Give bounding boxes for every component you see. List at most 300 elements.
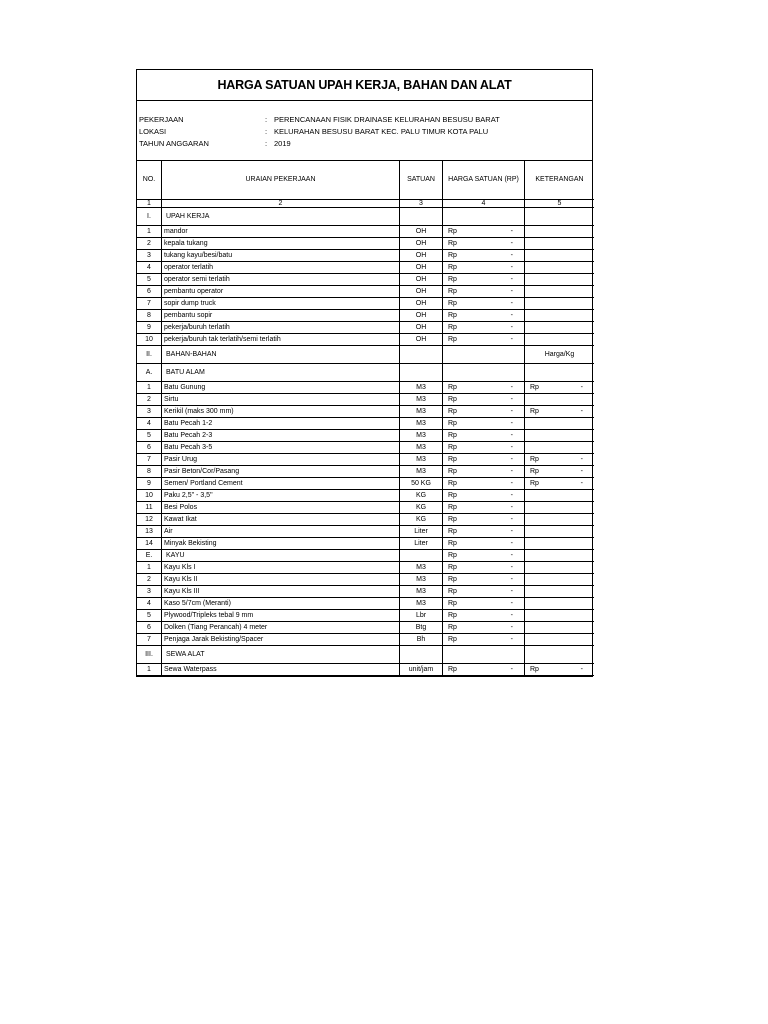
row-harga bbox=[443, 502, 525, 514]
row-harga bbox=[443, 634, 525, 646]
row-number: 8 bbox=[137, 466, 162, 478]
table-row bbox=[137, 478, 594, 490]
header-desc: URAIAN PEKERJAAN bbox=[162, 161, 400, 200]
row-satuan: M3 bbox=[400, 406, 443, 418]
row-number: 9 bbox=[137, 322, 162, 334]
table-row bbox=[137, 574, 594, 586]
row-number: 2 bbox=[137, 394, 162, 406]
price-value: - bbox=[510, 468, 513, 475]
price-value: - bbox=[510, 552, 513, 559]
row-satuan: M3 bbox=[400, 418, 443, 430]
row-keterangan bbox=[525, 238, 595, 250]
row-harga bbox=[443, 262, 525, 274]
row-description: Batu Pecah 2-3 bbox=[162, 430, 400, 442]
price-value: - bbox=[510, 456, 513, 463]
row-harga bbox=[443, 226, 525, 238]
currency-label: Rp bbox=[448, 504, 457, 511]
row-harga bbox=[443, 478, 525, 490]
row-keterangan bbox=[525, 274, 595, 286]
row-satuan: OH bbox=[400, 322, 443, 334]
row-keterangan bbox=[525, 310, 595, 322]
currency-label: Rp bbox=[448, 528, 457, 535]
row-harga bbox=[443, 418, 525, 430]
row-number: 4 bbox=[137, 598, 162, 610]
section-satuan bbox=[400, 646, 443, 664]
price-value: - bbox=[510, 600, 513, 607]
table-row bbox=[137, 526, 594, 538]
row-description: Kayu Kls II bbox=[162, 574, 400, 586]
header-no: NO. bbox=[137, 161, 162, 200]
row-number: 3 bbox=[137, 406, 162, 418]
row-number: 10 bbox=[137, 334, 162, 346]
row-description: pembantu sopir bbox=[162, 310, 400, 322]
table-row bbox=[137, 664, 594, 676]
table-row bbox=[137, 514, 594, 526]
price-value: - bbox=[510, 624, 513, 631]
info-row-lokasi bbox=[139, 126, 488, 137]
row-harga bbox=[443, 598, 525, 610]
currency-label: Rp bbox=[448, 264, 457, 271]
row-keterangan bbox=[525, 562, 595, 574]
info-label: TAHUN ANGGARAN bbox=[139, 139, 209, 148]
currency-label: Rp bbox=[448, 612, 457, 619]
price-value: - bbox=[580, 456, 583, 463]
row-satuan: M3 bbox=[400, 562, 443, 574]
price-value: - bbox=[510, 666, 513, 673]
price-value: - bbox=[510, 336, 513, 343]
row-keterangan bbox=[525, 430, 595, 442]
table-row bbox=[137, 394, 594, 406]
price-value: - bbox=[510, 540, 513, 547]
row-number: 4 bbox=[137, 262, 162, 274]
section-keterangan: Harga/Kg bbox=[525, 346, 595, 364]
row-satuan: M3 bbox=[400, 466, 443, 478]
price-value: - bbox=[510, 228, 513, 235]
row-description: Dolken (Tiang Perancah) 4 meter bbox=[162, 622, 400, 634]
row-satuan: KG bbox=[400, 490, 443, 502]
info-colon: : bbox=[265, 115, 268, 124]
row-number: 9 bbox=[137, 478, 162, 490]
row-description: Kawat Ikat bbox=[162, 514, 400, 526]
row-satuan: M3 bbox=[400, 586, 443, 598]
table-header bbox=[137, 161, 594, 200]
col-number: 4 bbox=[443, 200, 525, 208]
currency-label: Rp bbox=[448, 300, 457, 307]
row-satuan: OH bbox=[400, 226, 443, 238]
currency-label: Rp bbox=[448, 588, 457, 595]
row-number: 14 bbox=[137, 538, 162, 550]
price-value: - bbox=[510, 420, 513, 427]
currency-label: Rp bbox=[448, 444, 457, 451]
section-satuan bbox=[400, 550, 443, 562]
price-value: - bbox=[510, 384, 513, 391]
row-keterangan bbox=[525, 382, 595, 394]
currency-label: Rp bbox=[448, 552, 457, 559]
section-title: BATU ALAM bbox=[162, 364, 400, 382]
price-value: - bbox=[510, 324, 513, 331]
table-row bbox=[137, 238, 594, 250]
price-value: - bbox=[510, 516, 513, 523]
row-number: 5 bbox=[137, 430, 162, 442]
row-satuan: 50 KG bbox=[400, 478, 443, 490]
row-keterangan bbox=[525, 634, 595, 646]
row-harga bbox=[443, 586, 525, 598]
row-keterangan bbox=[525, 454, 595, 466]
price-value: - bbox=[510, 276, 513, 283]
info-colon: : bbox=[265, 139, 268, 148]
currency-label: Rp bbox=[448, 624, 457, 631]
price-value: - bbox=[510, 264, 513, 271]
price-value: - bbox=[580, 480, 583, 487]
row-keterangan bbox=[525, 442, 595, 454]
row-harga bbox=[443, 430, 525, 442]
row-number: 1 bbox=[137, 382, 162, 394]
price-value: - bbox=[510, 444, 513, 451]
section-harga bbox=[443, 346, 525, 364]
row-number: 12 bbox=[137, 514, 162, 526]
price-value: - bbox=[580, 468, 583, 475]
section-row bbox=[137, 646, 594, 664]
col-number: 3 bbox=[400, 200, 443, 208]
price-value: - bbox=[510, 300, 513, 307]
table-row bbox=[137, 502, 594, 514]
row-keterangan bbox=[525, 250, 595, 262]
currency-label: Rp bbox=[448, 564, 457, 571]
row-number: 7 bbox=[137, 634, 162, 646]
table-row bbox=[137, 634, 594, 646]
table-row bbox=[137, 406, 594, 418]
info-value: 2019 bbox=[274, 139, 291, 148]
table-row bbox=[137, 274, 594, 286]
row-keterangan bbox=[525, 514, 595, 526]
row-number: 6 bbox=[137, 286, 162, 298]
section-satuan bbox=[400, 364, 443, 382]
row-description: mandor bbox=[162, 226, 400, 238]
row-description: Plywood/Tripleks tebal 9 mm bbox=[162, 610, 400, 622]
section-satuan bbox=[400, 208, 443, 226]
row-number: 1 bbox=[137, 664, 162, 676]
row-description: Pasir Beton/Cor/Pasang bbox=[162, 466, 400, 478]
row-keterangan bbox=[525, 394, 595, 406]
row-satuan: M3 bbox=[400, 574, 443, 586]
row-harga bbox=[443, 454, 525, 466]
currency-label: Rp bbox=[530, 468, 539, 475]
table-row bbox=[137, 250, 594, 262]
row-satuan: OH bbox=[400, 310, 443, 322]
row-harga bbox=[443, 442, 525, 454]
price-value: - bbox=[510, 288, 513, 295]
row-keterangan bbox=[525, 418, 595, 430]
table-row bbox=[137, 430, 594, 442]
currency-label: Rp bbox=[530, 384, 539, 391]
section-title: BAHAN-BAHAN bbox=[162, 346, 400, 364]
price-value: - bbox=[510, 528, 513, 535]
row-satuan: M3 bbox=[400, 382, 443, 394]
info-value: KELURAHAN BESUSU BARAT KEC. PALU TIMUR KOTA PALU bbox=[274, 127, 489, 136]
row-harga bbox=[443, 490, 525, 502]
row-number: 8 bbox=[137, 310, 162, 322]
row-satuan: unit/jam bbox=[400, 664, 443, 676]
row-description: Kayu Kls III bbox=[162, 586, 400, 598]
info-label: LOKASI bbox=[139, 127, 167, 136]
row-number: 6 bbox=[137, 622, 162, 634]
price-sheet bbox=[136, 69, 593, 677]
row-satuan: M3 bbox=[400, 430, 443, 442]
row-harga bbox=[443, 334, 525, 346]
currency-label: Rp bbox=[448, 456, 457, 463]
row-keterangan bbox=[525, 490, 595, 502]
row-number: 2 bbox=[137, 574, 162, 586]
row-description: Batu Pecah 1-2 bbox=[162, 418, 400, 430]
row-harga bbox=[443, 538, 525, 550]
currency-label: Rp bbox=[448, 600, 457, 607]
row-satuan: OH bbox=[400, 262, 443, 274]
currency-label: Rp bbox=[448, 312, 457, 319]
row-description: pekerja/buruh tak terlatih/semi terlatih bbox=[162, 334, 400, 346]
currency-label: Rp bbox=[448, 384, 457, 391]
row-description: pekerja/buruh terlatih bbox=[162, 322, 400, 334]
row-description: Sewa Waterpass bbox=[162, 664, 400, 676]
row-harga bbox=[443, 406, 525, 418]
currency-label: Rp bbox=[448, 576, 457, 583]
section-harga bbox=[443, 550, 525, 562]
table-row bbox=[137, 490, 594, 502]
row-satuan: OH bbox=[400, 250, 443, 262]
section-keterangan bbox=[525, 208, 595, 226]
table-row bbox=[137, 442, 594, 454]
table-body bbox=[137, 208, 594, 676]
row-satuan: M3 bbox=[400, 442, 443, 454]
price-value: - bbox=[510, 564, 513, 571]
row-description: operator semi terlatih bbox=[162, 274, 400, 286]
section-title: UPAH KERJA bbox=[162, 208, 400, 226]
row-keterangan bbox=[525, 664, 595, 676]
column-number-row bbox=[137, 200, 594, 208]
row-keterangan bbox=[525, 574, 595, 586]
row-keterangan bbox=[525, 262, 595, 274]
row-description: Sirtu bbox=[162, 394, 400, 406]
row-harga bbox=[443, 286, 525, 298]
table-row bbox=[137, 610, 594, 622]
row-keterangan bbox=[525, 406, 595, 418]
row-description: Besi Polos bbox=[162, 502, 400, 514]
row-satuan: M3 bbox=[400, 394, 443, 406]
currency-label: Rp bbox=[448, 276, 457, 283]
row-satuan: OH bbox=[400, 286, 443, 298]
price-value: - bbox=[510, 396, 513, 403]
table-row bbox=[137, 322, 594, 334]
table-row bbox=[137, 562, 594, 574]
row-description: Batu Pecah 3-5 bbox=[162, 442, 400, 454]
section-number: I. bbox=[137, 208, 162, 226]
price-value: - bbox=[510, 492, 513, 499]
currency-label: Rp bbox=[530, 480, 539, 487]
info-colon: : bbox=[265, 127, 268, 136]
price-value: - bbox=[510, 432, 513, 439]
info-row-pekerjaan bbox=[139, 114, 500, 125]
row-description: Kayu Kls I bbox=[162, 562, 400, 574]
row-number: 7 bbox=[137, 454, 162, 466]
row-harga bbox=[443, 250, 525, 262]
row-number: 1 bbox=[137, 562, 162, 574]
row-keterangan bbox=[525, 466, 595, 478]
row-harga bbox=[443, 238, 525, 250]
price-value: - bbox=[580, 384, 583, 391]
table-row bbox=[137, 622, 594, 634]
section-number: III. bbox=[137, 646, 162, 664]
price-value: - bbox=[510, 636, 513, 643]
col-number: 2 bbox=[162, 200, 400, 208]
section-row bbox=[137, 208, 594, 226]
currency-label: Rp bbox=[448, 324, 457, 331]
section-title: SEWA ALAT bbox=[162, 646, 400, 664]
currency-label: Rp bbox=[448, 492, 457, 499]
section-keterangan bbox=[525, 646, 595, 664]
table-row bbox=[137, 382, 594, 394]
currency-label: Rp bbox=[448, 636, 457, 643]
section-row bbox=[137, 550, 594, 562]
row-harga bbox=[443, 664, 525, 676]
row-satuan: Lbr bbox=[400, 610, 443, 622]
header-harga: HARGA SATUAN (RP) bbox=[443, 161, 525, 200]
table-row bbox=[137, 418, 594, 430]
row-harga bbox=[443, 298, 525, 310]
row-satuan: Liter bbox=[400, 538, 443, 550]
row-satuan: M3 bbox=[400, 598, 443, 610]
row-harga bbox=[443, 466, 525, 478]
row-description: Air bbox=[162, 526, 400, 538]
section-keterangan bbox=[525, 364, 595, 382]
currency-label: Rp bbox=[448, 516, 457, 523]
row-harga bbox=[443, 526, 525, 538]
currency-label: Rp bbox=[448, 336, 457, 343]
row-number: 3 bbox=[137, 250, 162, 262]
section-number: II. bbox=[137, 346, 162, 364]
currency-label: Rp bbox=[448, 468, 457, 475]
row-satuan: Liter bbox=[400, 526, 443, 538]
row-harga bbox=[443, 382, 525, 394]
row-harga bbox=[443, 274, 525, 286]
price-value: - bbox=[580, 666, 583, 673]
section-harga bbox=[443, 646, 525, 664]
table-row bbox=[137, 298, 594, 310]
info-value: PERENCANAAN FISIK DRAINASE KELURAHAN BESUSU BARAT bbox=[274, 115, 500, 124]
row-description: tukang kayu/besi/batu bbox=[162, 250, 400, 262]
table-row bbox=[137, 598, 594, 610]
col-number: 1 bbox=[137, 200, 162, 208]
table-row bbox=[137, 538, 594, 550]
currency-label: Rp bbox=[448, 420, 457, 427]
row-number: 11 bbox=[137, 502, 162, 514]
row-keterangan bbox=[525, 478, 595, 490]
table-row bbox=[137, 466, 594, 478]
section-row bbox=[137, 364, 594, 382]
row-keterangan bbox=[525, 298, 595, 310]
row-harga bbox=[443, 394, 525, 406]
currency-label: Rp bbox=[448, 432, 457, 439]
header-satuan: SATUAN bbox=[400, 161, 443, 200]
price-value: - bbox=[510, 240, 513, 247]
price-value: - bbox=[510, 252, 513, 259]
section-harga bbox=[443, 364, 525, 382]
project-info bbox=[137, 101, 592, 161]
row-harga bbox=[443, 322, 525, 334]
price-table bbox=[137, 161, 594, 676]
currency-label: Rp bbox=[448, 228, 457, 235]
sheet-title: HARGA SATUAN UPAH KERJA, BAHAN DAN ALAT bbox=[137, 70, 592, 101]
row-number: 3 bbox=[137, 586, 162, 598]
row-keterangan bbox=[525, 598, 595, 610]
price-value: - bbox=[510, 408, 513, 415]
row-number: 4 bbox=[137, 418, 162, 430]
price-value: - bbox=[580, 408, 583, 415]
row-keterangan bbox=[525, 538, 595, 550]
section-number: E. bbox=[137, 550, 162, 562]
row-description: Kaso 5/7cm (Meranti) bbox=[162, 598, 400, 610]
row-keterangan bbox=[525, 334, 595, 346]
currency-label: Rp bbox=[530, 666, 539, 673]
row-harga bbox=[443, 310, 525, 322]
currency-label: Rp bbox=[448, 480, 457, 487]
price-value: - bbox=[510, 312, 513, 319]
table-row bbox=[137, 334, 594, 346]
row-satuan: Btg bbox=[400, 622, 443, 634]
row-keterangan bbox=[525, 286, 595, 298]
row-keterangan bbox=[525, 322, 595, 334]
row-satuan: Bh bbox=[400, 634, 443, 646]
row-number: 1 bbox=[137, 226, 162, 238]
row-satuan: OH bbox=[400, 298, 443, 310]
currency-label: Rp bbox=[448, 396, 457, 403]
table-row bbox=[137, 310, 594, 322]
row-description: Semen/ Portland Cement bbox=[162, 478, 400, 490]
row-number: 5 bbox=[137, 274, 162, 286]
row-keterangan bbox=[525, 526, 595, 538]
price-value: - bbox=[510, 612, 513, 619]
row-harga bbox=[443, 574, 525, 586]
section-satuan bbox=[400, 346, 443, 364]
row-description: sopir dump truck bbox=[162, 298, 400, 310]
row-keterangan bbox=[525, 226, 595, 238]
section-row bbox=[137, 346, 594, 364]
currency-label: Rp bbox=[448, 240, 457, 247]
currency-label: Rp bbox=[530, 408, 539, 415]
row-satuan: KG bbox=[400, 514, 443, 526]
row-keterangan bbox=[525, 610, 595, 622]
table-row bbox=[137, 586, 594, 598]
row-number: 10 bbox=[137, 490, 162, 502]
row-description: operator terlatih bbox=[162, 262, 400, 274]
row-number: 2 bbox=[137, 238, 162, 250]
section-title: KAYU bbox=[162, 550, 400, 562]
table-row bbox=[137, 286, 594, 298]
table-row bbox=[137, 454, 594, 466]
header-keterangan: KETERANGAN bbox=[525, 161, 595, 200]
table-row bbox=[137, 262, 594, 274]
row-description: pembantu operator bbox=[162, 286, 400, 298]
price-value: - bbox=[510, 576, 513, 583]
row-description: Pasir Urug bbox=[162, 454, 400, 466]
row-description: Batu Gunung bbox=[162, 382, 400, 394]
row-keterangan bbox=[525, 622, 595, 634]
currency-label: Rp bbox=[448, 540, 457, 547]
row-satuan: M3 bbox=[400, 454, 443, 466]
row-description: Paku 2,5" - 3,5" bbox=[162, 490, 400, 502]
currency-label: Rp bbox=[448, 666, 457, 673]
price-value: - bbox=[510, 588, 513, 595]
row-number: 13 bbox=[137, 526, 162, 538]
row-keterangan bbox=[525, 586, 595, 598]
